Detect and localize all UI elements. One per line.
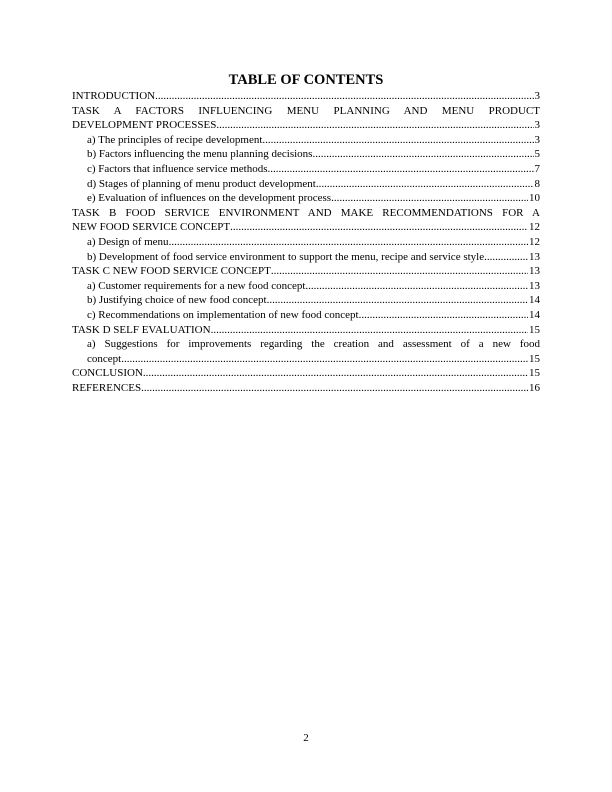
toc-entry-label: TASK C NEW FOOD SERVICE CONCEPT	[72, 265, 271, 278]
dot-leader	[143, 366, 528, 381]
dot-leader	[271, 264, 528, 279]
dot-leader	[359, 308, 528, 323]
toc-title: TABLE OF CONTENTS	[228, 72, 384, 88]
toc-page-number: 3	[534, 119, 540, 132]
toc-entry-task-b-line1[interactable]: TASK B FOOD SERVICE ENVIRONMENT AND MAKE RECOMMENDATIONS FOR A	[72, 206, 540, 219]
toc-subentry[interactable]	[72, 279, 540, 294]
toc-entry-label: e) Evaluation of influences on the development process	[87, 192, 332, 205]
toc-subentry[interactable]	[72, 352, 540, 367]
toc-entry-label: REFERENCES	[72, 381, 142, 394]
table-of-contents	[72, 89, 540, 395]
toc-entry-task-a-line1[interactable]: TASK A FACTORS INFLUENCING MENU PLANNING AND MENU PRODUCT	[72, 104, 540, 117]
toc-entry-label: b) Factors influencing the menu planning decisions	[87, 148, 313, 161]
dot-leader	[267, 293, 528, 308]
toc-page-number: 13	[529, 250, 540, 263]
toc-page-number: 14	[529, 294, 540, 307]
toc-entry-task-a[interactable]	[72, 118, 540, 133]
dot-leader	[155, 89, 533, 104]
dot-leader	[305, 279, 528, 294]
toc-page-number: 14	[529, 308, 540, 321]
toc-subentry[interactable]	[72, 177, 540, 192]
toc-entry-label: c) Recommendations on implementation of new food concept	[87, 308, 359, 321]
dot-leader	[331, 191, 528, 206]
toc-page-number: 15	[529, 323, 540, 336]
toc-entry-introduction[interactable]	[72, 89, 540, 104]
toc-subentry[interactable]	[72, 293, 540, 308]
toc-subentry[interactable]	[72, 162, 540, 177]
toc-entry-conclusion[interactable]	[72, 366, 540, 381]
dot-leader	[268, 162, 534, 177]
toc-subentry[interactable]	[72, 235, 540, 250]
toc-entry-task-c[interactable]	[72, 264, 540, 279]
toc-page-number: 12	[529, 235, 540, 248]
toc-page-number: 13	[529, 265, 540, 278]
toc-page-number: 15	[529, 367, 540, 380]
toc-entry-task-b[interactable]	[72, 220, 540, 235]
toc-subentry-task-d-line1[interactable]: a) Suggestions for improvements regarding the creation and assessment of a new food	[87, 338, 540, 351]
dot-leader	[141, 381, 528, 396]
toc-page-number: 3	[534, 133, 540, 146]
toc-entry-label: CONCLUSION	[72, 367, 143, 380]
toc-entry-label: b) Justifying choice of new food concept	[87, 294, 267, 307]
toc-subentry[interactable]	[72, 308, 540, 323]
toc-entry-label: NEW FOOD SERVICE CONCEPT	[72, 221, 231, 234]
toc-entry-label: a) Customer requirements for a new food concept	[87, 279, 306, 292]
toc-subentry[interactable]	[72, 191, 540, 206]
toc-entry-label: concept	[87, 352, 122, 365]
page-number: 2	[303, 732, 309, 744]
toc-page-number: 7	[534, 162, 540, 175]
dot-leader	[121, 352, 528, 367]
dot-leader	[316, 177, 534, 192]
toc-entry-label: a) The principles of recipe development	[87, 133, 263, 146]
toc-subentry[interactable]	[72, 250, 540, 265]
toc-page-number: 12	[529, 221, 540, 234]
dot-leader	[169, 235, 528, 250]
toc-entry-task-d[interactable]	[72, 323, 540, 338]
toc-page-number: 13	[529, 279, 540, 292]
toc-entry-label: INTRODUCTION	[72, 90, 156, 102]
dot-leader	[312, 147, 533, 162]
toc-page-number: 16	[529, 381, 540, 394]
toc-entry-references[interactable]	[72, 381, 540, 396]
dot-leader	[230, 220, 528, 235]
toc-entry-label: d) Stages of planning of menu product development	[87, 177, 316, 190]
toc-entry-label: b) Development of food service environment to support the menu, recipe and service style.	[87, 250, 487, 263]
dot-leader	[262, 133, 533, 148]
dot-leader	[216, 118, 533, 133]
dot-leader	[487, 250, 528, 265]
toc-entry-label: TASK D SELF EVALUATION	[72, 323, 211, 336]
toc-entry-label: c) Factors that influence service methods	[87, 162, 268, 175]
toc-page-number: 8	[534, 177, 540, 190]
toc-page-number: 5	[534, 148, 540, 161]
toc-entry-label: DEVELOPMENT PROCESSES	[72, 119, 217, 132]
toc-entry-label: a) Design of menu	[87, 235, 169, 248]
dot-leader	[211, 323, 528, 338]
toc-subentry[interactable]	[72, 133, 540, 148]
toc-page-number: 10	[529, 192, 540, 205]
toc-page-number: 3	[534, 90, 540, 102]
toc-subentry[interactable]	[72, 147, 540, 162]
toc-page-number: 15	[529, 352, 540, 365]
